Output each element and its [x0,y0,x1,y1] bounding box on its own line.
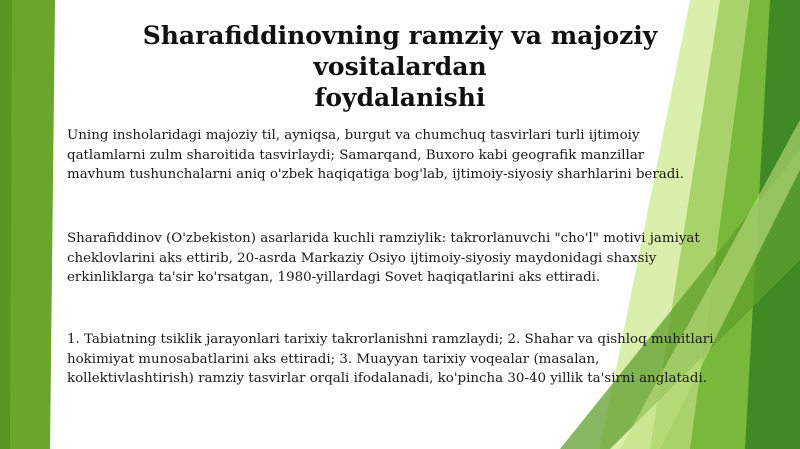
paragraph-2-line: cheklovlarini aks ettirib, 20-asrda Markaziy Osiyo ijtimoiy-siyosiy maydonidagi shaxsiy [67,250,657,266]
slide-title-line-1: Sharafiddinovning ramziy va majoziy vositalardan [142,21,658,81]
paragraph-3-line: hokimiyat munosabatlarini aks ettiradi; 3. Muayyan tarixiy voqealar (masalan, [67,351,600,367]
left-green-bar-shade [0,0,12,449]
paragraph-1-line: mavhum tushunchalarni aniq o'zbek haqiqatiga bog'lab, ijtimoiy-siyosiy sharhlarini beradi. [67,167,684,182]
paragraph-1-line: Uning insholaridagi majoziy til, ayniqsa, burgut va chumchuq tasvirlari turli ijtimoiy [67,128,640,143]
paragraph-3-line: 1. Tabiatning tsiklik jarayonlari tarixiy takrorlanishni ramzlaydi; 2. Shahar va qishloq muhitlari [67,332,714,347]
paragraph-2 [67,229,767,288]
paragraph-3 [67,330,767,389]
slide-title-line-2: foydalanishi [314,83,486,112]
paragraph-3-line: kollektivlashtirish) ramziy tasvirlar orqali ifodalanadi, ko'pincha 30-40 yillik ta'sirni anglatadi. [67,371,707,386]
paragraph-1 [67,126,767,185]
paragraph-1-line: qatlamlarni zulm sharoitida tasvirlaydi; Samarqand, Buxoro kabi geografik manzillar [67,147,645,163]
slide-title [60,20,740,113]
paragraph-2-line: Sharafiddinov (O'zbekiston) asarlarida kuchli ramziylik: takrorlanuvchi "cho'l" motivi jamiyat [67,231,700,246]
paragraph-2-line: erkinliklarga ta'sir ko'rsatgan, 1980-yillardagi Sovet haqiqatlarini aks ettiradi. [67,270,601,285]
